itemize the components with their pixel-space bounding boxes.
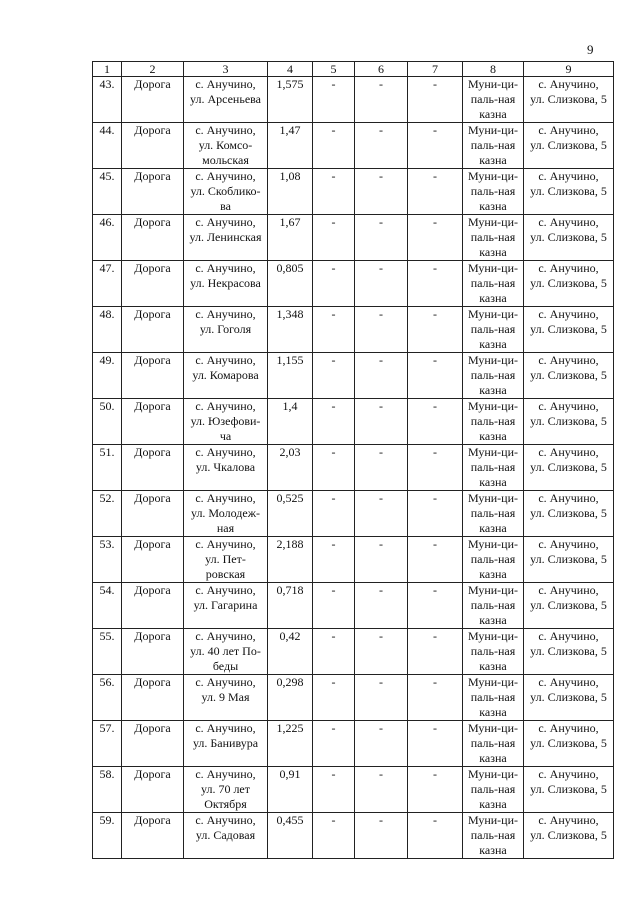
ownership-status: Муни-ци- паль-ная казна <box>463 261 524 307</box>
object-type: Дорога <box>122 399 184 445</box>
column-header: 5 <box>313 62 355 77</box>
road-length: 1,67 <box>268 215 313 261</box>
column-6-value: - <box>355 445 408 491</box>
road-length: 1,08 <box>268 169 313 215</box>
holder-address: с. Анучино, ул. Слизкова, 5 <box>524 491 614 537</box>
holder-address: с. Анучино, ул. Слизкова, 5 <box>524 721 614 767</box>
object-address: с. Анучино, ул. Арсеньева <box>184 77 268 123</box>
ownership-status: Муни-ци- паль-ная казна <box>463 77 524 123</box>
object-address: с. Анучино, ул. 9 Мая <box>184 675 268 721</box>
object-address: с. Анучино, ул. 40 лет По- беды <box>184 629 268 675</box>
column-5-value: - <box>313 445 355 491</box>
object-address: с. Анучино, ул. Комсо- мольская <box>184 123 268 169</box>
object-address: с. Анучино, ул. Пет- ровская <box>184 537 268 583</box>
object-type: Дорога <box>122 307 184 353</box>
ownership-status: Муни-ци- паль-ная казна <box>463 169 524 215</box>
ownership-status: Муни-ци- паль-ная казна <box>463 629 524 675</box>
table-row <box>93 537 614 583</box>
object-address: с. Анучино, ул. Чкалова <box>184 445 268 491</box>
column-7-value: - <box>408 813 463 859</box>
column-7-value: - <box>408 123 463 169</box>
column-7-value: - <box>408 77 463 123</box>
ownership-status: Муни-ци- паль-ная казна <box>463 307 524 353</box>
row-number: 56. <box>93 675 122 721</box>
column-6-value: - <box>355 169 408 215</box>
column-5-value: - <box>313 629 355 675</box>
holder-address: с. Анучино, ул. Слизкова, 5 <box>524 583 614 629</box>
column-header: 6 <box>355 62 408 77</box>
column-7-value: - <box>408 445 463 491</box>
column-6-value: - <box>355 215 408 261</box>
column-5-value: - <box>313 169 355 215</box>
table-row <box>93 169 614 215</box>
road-length: 1,155 <box>268 353 313 399</box>
column-5-value: - <box>313 399 355 445</box>
table-row <box>93 675 614 721</box>
column-5-value: - <box>313 215 355 261</box>
road-length: 0,298 <box>268 675 313 721</box>
table-row <box>93 215 614 261</box>
row-number: 58. <box>93 767 122 813</box>
table-row <box>93 491 614 537</box>
holder-address: с. Анучино, ул. Слизкова, 5 <box>524 813 614 859</box>
ownership-status: Муни-ци- паль-ная казна <box>463 353 524 399</box>
row-number: 59. <box>93 813 122 859</box>
column-6-value: - <box>355 307 408 353</box>
table-row <box>93 399 614 445</box>
column-7-value: - <box>408 353 463 399</box>
holder-address: с. Анучино, ул. Слизкова, 5 <box>524 123 614 169</box>
holder-address: с. Анучино, ул. Слизкова, 5 <box>524 537 614 583</box>
table-row <box>93 721 614 767</box>
object-address: с. Анучино, ул. Гоголя <box>184 307 268 353</box>
row-number: 49. <box>93 353 122 399</box>
row-number: 47. <box>93 261 122 307</box>
column-7-value: - <box>408 767 463 813</box>
ownership-status: Муни-ци- паль-ная казна <box>463 675 524 721</box>
road-length: 1,47 <box>268 123 313 169</box>
table-row <box>93 813 614 859</box>
column-7-value: - <box>408 721 463 767</box>
table-row <box>93 353 614 399</box>
column-6-value: - <box>355 629 408 675</box>
object-address: с. Анучино, ул. Ленинская <box>184 215 268 261</box>
object-address: с. Анучино, ул. Банивура <box>184 721 268 767</box>
ownership-status: Муни-ци- паль-ная казна <box>463 721 524 767</box>
object-address: с. Анучино, ул. Гагарина <box>184 583 268 629</box>
column-6-value: - <box>355 767 408 813</box>
row-number: 48. <box>93 307 122 353</box>
column-6-value: - <box>355 721 408 767</box>
road-length: 0,42 <box>268 629 313 675</box>
row-number: 45. <box>93 169 122 215</box>
holder-address: с. Анучино, ул. Слизкова, 5 <box>524 169 614 215</box>
ownership-status: Муни-ци- паль-ная казна <box>463 537 524 583</box>
column-6-value: - <box>355 399 408 445</box>
column-7-value: - <box>408 399 463 445</box>
column-5-value: - <box>313 261 355 307</box>
holder-address: с. Анучино, ул. Слизкова, 5 <box>524 767 614 813</box>
column-header: 4 <box>268 62 313 77</box>
object-type: Дорога <box>122 353 184 399</box>
object-type: Дорога <box>122 721 184 767</box>
object-type: Дорога <box>122 629 184 675</box>
row-number: 46. <box>93 215 122 261</box>
page-number: 9 <box>587 42 594 57</box>
column-header: 1 <box>93 62 122 77</box>
object-type: Дорога <box>122 491 184 537</box>
column-7-value: - <box>408 307 463 353</box>
object-type: Дорога <box>122 169 184 215</box>
header-row <box>93 62 614 77</box>
ownership-status: Муни-ци- паль-ная казна <box>463 445 524 491</box>
row-number: 52. <box>93 491 122 537</box>
column-header: 9 <box>524 62 614 77</box>
ownership-status: Муни-ци- паль-ная казна <box>463 399 524 445</box>
holder-address: с. Анучино, ул. Слизкова, 5 <box>524 629 614 675</box>
column-header: 3 <box>184 62 268 77</box>
row-number: 43. <box>93 77 122 123</box>
table-row <box>93 629 614 675</box>
column-5-value: - <box>313 353 355 399</box>
object-type: Дорога <box>122 123 184 169</box>
column-5-value: - <box>313 583 355 629</box>
column-6-value: - <box>355 491 408 537</box>
ownership-status: Муни-ци- паль-ная казна <box>463 215 524 261</box>
table-body <box>93 77 614 859</box>
object-address: с. Анучино, ул. Юзефови- ча <box>184 399 268 445</box>
column-header: 8 <box>463 62 524 77</box>
column-7-value: - <box>408 169 463 215</box>
holder-address: с. Анучино, ул. Слизкова, 5 <box>524 261 614 307</box>
column-5-value: - <box>313 123 355 169</box>
column-5-value: - <box>313 307 355 353</box>
road-length: 0,805 <box>268 261 313 307</box>
object-address: с. Анучино, ул. Некрасова <box>184 261 268 307</box>
holder-address: с. Анучино, ул. Слизкова, 5 <box>524 353 614 399</box>
column-6-value: - <box>355 813 408 859</box>
column-5-value: - <box>313 675 355 721</box>
table-row <box>93 261 614 307</box>
column-7-value: - <box>408 491 463 537</box>
ownership-status: Муни-ци- паль-ная казна <box>463 583 524 629</box>
column-7-value: - <box>408 215 463 261</box>
holder-address: с. Анучино, ул. Слизкова, 5 <box>524 77 614 123</box>
property-register-table <box>92 61 614 859</box>
ownership-status: Муни-ци- паль-ная казна <box>463 491 524 537</box>
object-type: Дорога <box>122 537 184 583</box>
ownership-status: Муни-ци- паль-ная казна <box>463 767 524 813</box>
table-row <box>93 583 614 629</box>
table-row <box>93 767 614 813</box>
row-number: 57. <box>93 721 122 767</box>
object-type: Дорога <box>122 77 184 123</box>
object-address: с. Анучино, ул. Скоблико- ва <box>184 169 268 215</box>
object-address: с. Анучино, ул. 70 лет Октября <box>184 767 268 813</box>
row-number: 53. <box>93 537 122 583</box>
column-6-value: - <box>355 261 408 307</box>
road-length: 0,718 <box>268 583 313 629</box>
holder-address: с. Анучино, ул. Слизкова, 5 <box>524 445 614 491</box>
holder-address: с. Анучино, ул. Слизкова, 5 <box>524 215 614 261</box>
column-5-value: - <box>313 537 355 583</box>
column-5-value: - <box>313 77 355 123</box>
column-7-value: - <box>408 629 463 675</box>
object-type: Дорога <box>122 675 184 721</box>
road-length: 0,91 <box>268 767 313 813</box>
column-7-value: - <box>408 583 463 629</box>
column-5-value: - <box>313 813 355 859</box>
column-header: 7 <box>408 62 463 77</box>
ownership-status: Муни-ци- паль-ная казна <box>463 813 524 859</box>
object-type: Дорога <box>122 767 184 813</box>
object-type: Дорога <box>122 261 184 307</box>
table-row <box>93 307 614 353</box>
object-address: с. Анучино, ул. Садовая <box>184 813 268 859</box>
road-length: 1,575 <box>268 77 313 123</box>
road-length: 2,188 <box>268 537 313 583</box>
column-6-value: - <box>355 123 408 169</box>
column-6-value: - <box>355 353 408 399</box>
holder-address: с. Анучино, ул. Слизкова, 5 <box>524 675 614 721</box>
row-number: 44. <box>93 123 122 169</box>
column-5-value: - <box>313 721 355 767</box>
ownership-status: Муни-ци- паль-ная казна <box>463 123 524 169</box>
column-6-value: - <box>355 583 408 629</box>
object-type: Дорога <box>122 813 184 859</box>
holder-address: с. Анучино, ул. Слизкова, 5 <box>524 307 614 353</box>
object-address: с. Анучино, ул. Молодеж- ная <box>184 491 268 537</box>
table-row <box>93 445 614 491</box>
column-6-value: - <box>355 675 408 721</box>
table-row <box>93 123 614 169</box>
row-number: 55. <box>93 629 122 675</box>
column-6-value: - <box>355 537 408 583</box>
road-length: 1,348 <box>268 307 313 353</box>
column-7-value: - <box>408 537 463 583</box>
row-number: 51. <box>93 445 122 491</box>
holder-address: с. Анучино, ул. Слизкова, 5 <box>524 399 614 445</box>
column-header: 2 <box>122 62 184 77</box>
column-7-value: - <box>408 261 463 307</box>
object-type: Дорога <box>122 583 184 629</box>
column-5-value: - <box>313 767 355 813</box>
road-length: 2,03 <box>268 445 313 491</box>
table-row <box>93 77 614 123</box>
object-type: Дорога <box>122 215 184 261</box>
object-type: Дорога <box>122 445 184 491</box>
row-number: 50. <box>93 399 122 445</box>
road-length: 0,455 <box>268 813 313 859</box>
road-length: 0,525 <box>268 491 313 537</box>
column-6-value: - <box>355 77 408 123</box>
row-number: 54. <box>93 583 122 629</box>
column-5-value: - <box>313 491 355 537</box>
road-length: 1,225 <box>268 721 313 767</box>
object-address: с. Анучино, ул. Комарова <box>184 353 268 399</box>
column-7-value: - <box>408 675 463 721</box>
road-length: 1,4 <box>268 399 313 445</box>
